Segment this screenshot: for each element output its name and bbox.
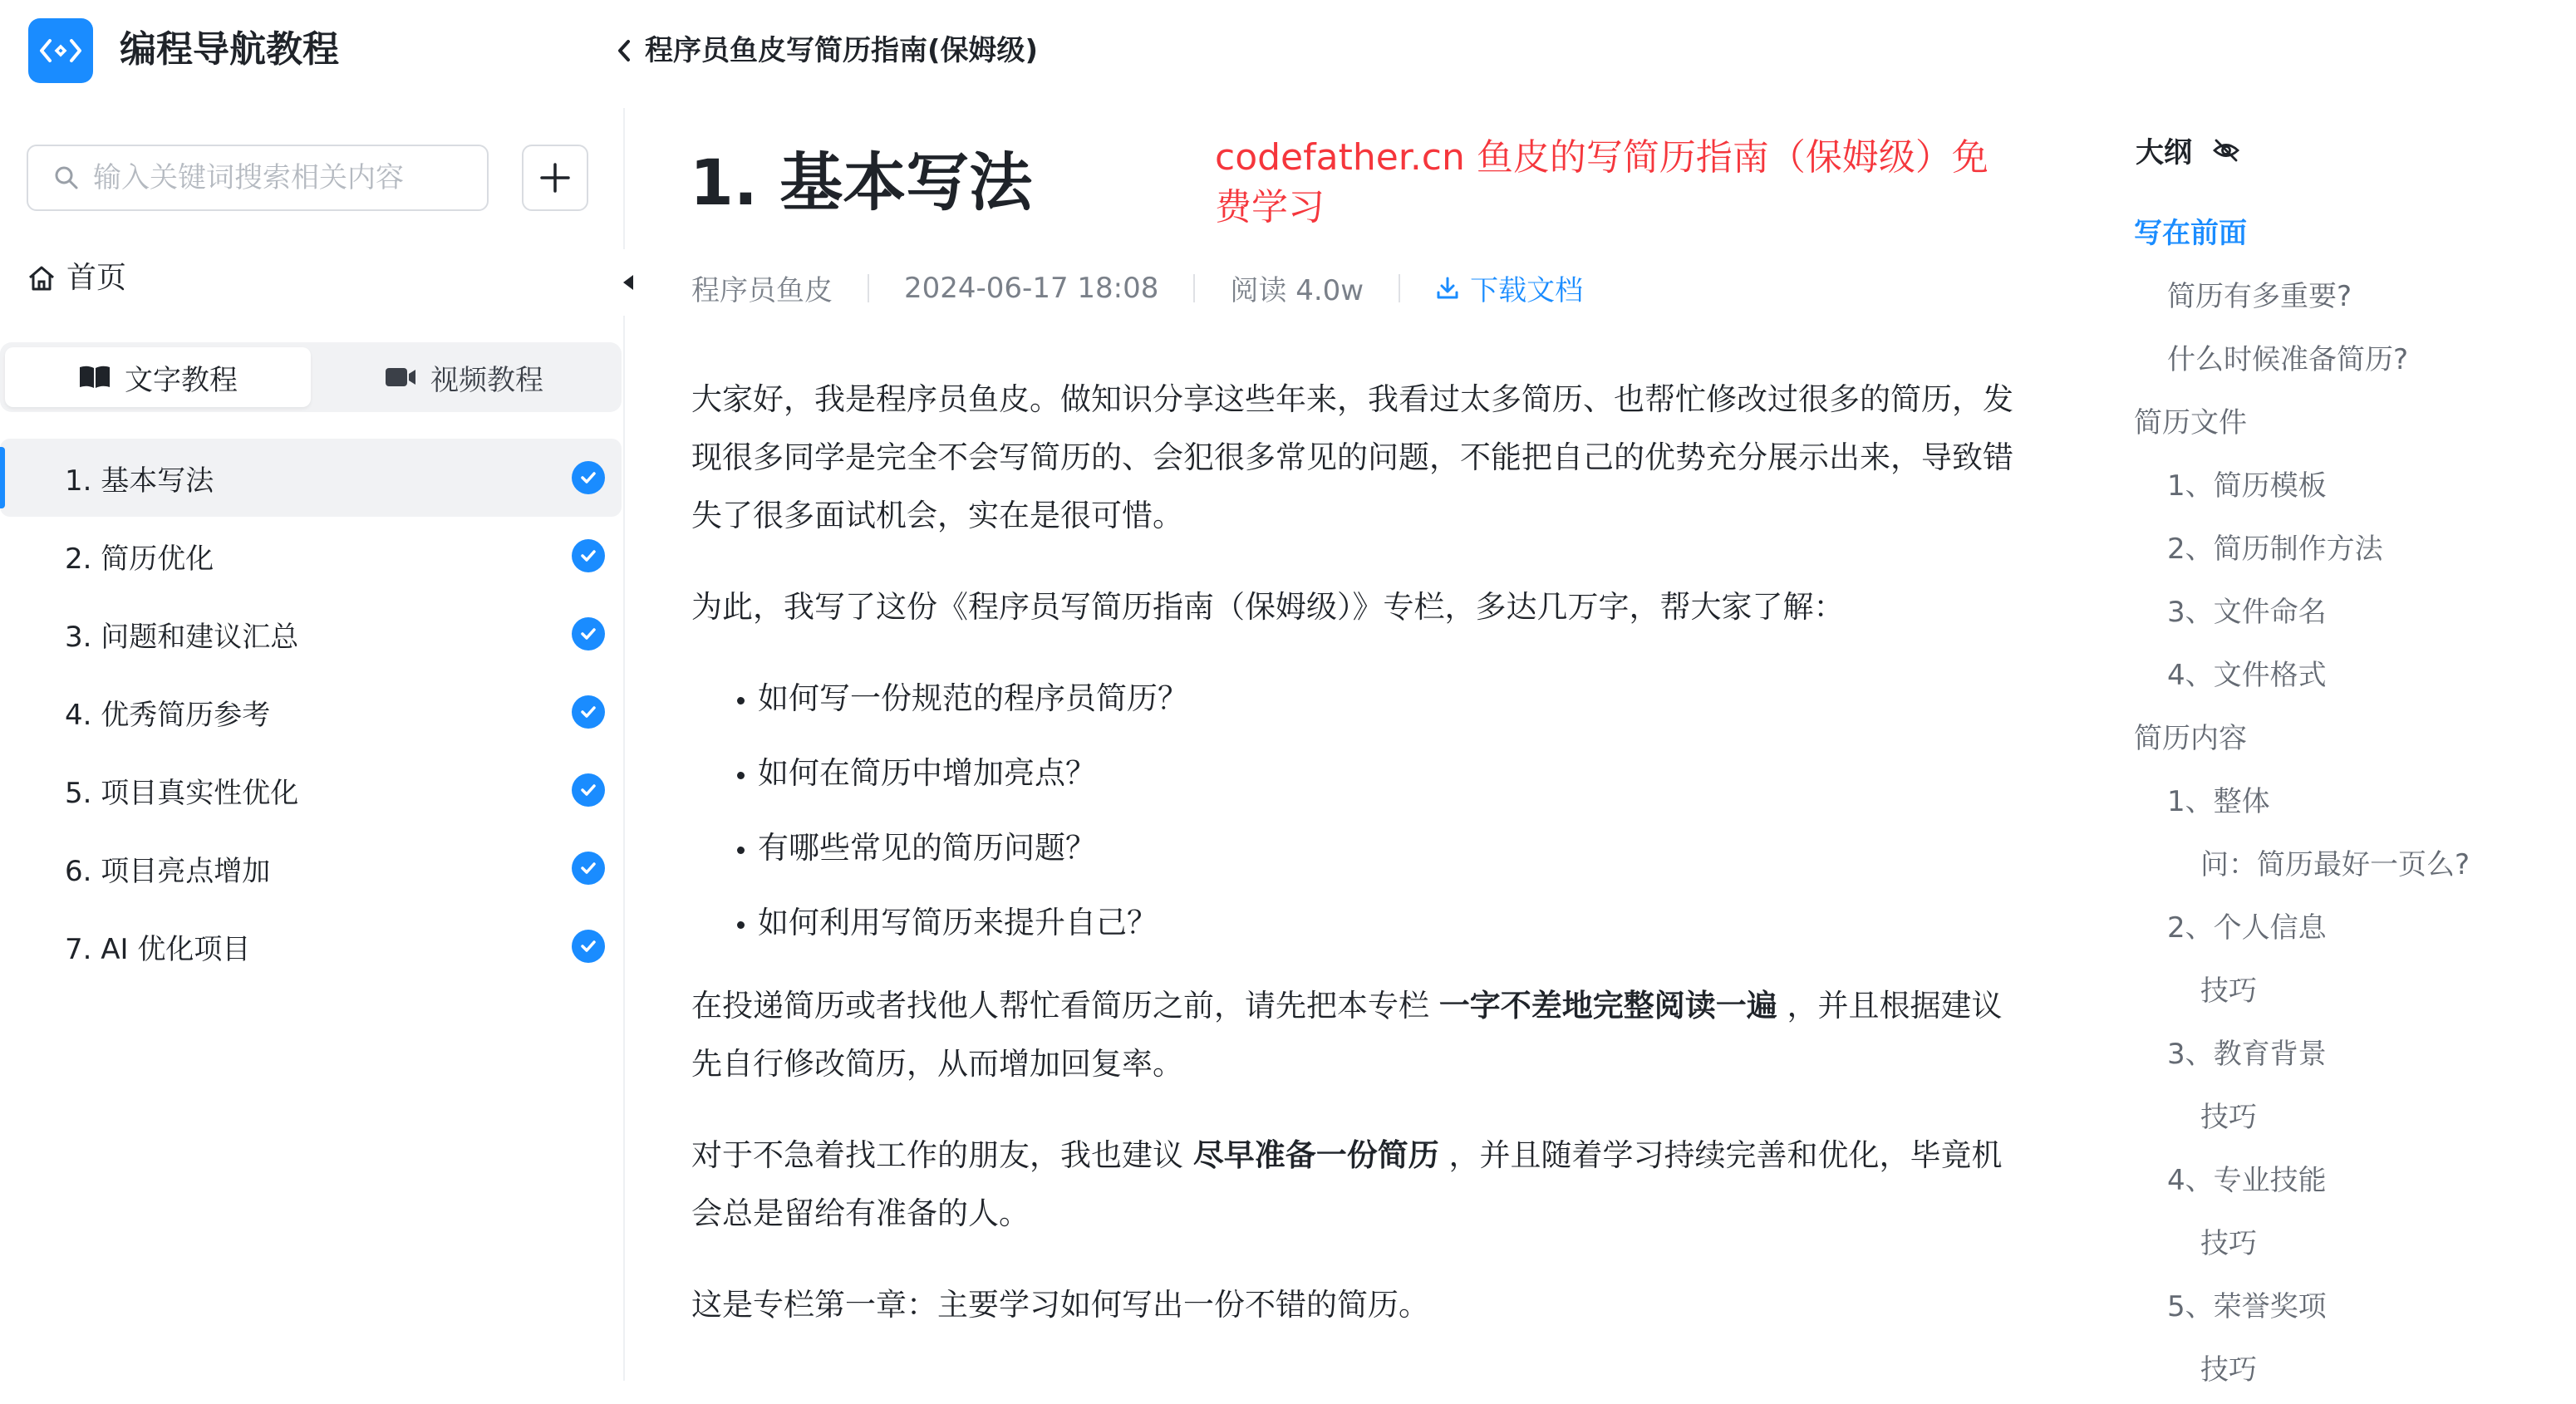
search-input[interactable] [91,160,474,195]
list-item: • 如何在简历中增加亮点？ [758,744,2029,803]
check-circle-icon [572,695,605,729]
article-title: 1. 基本写法 [690,145,1033,219]
check-circle-icon [572,773,605,807]
divider [1193,274,1195,302]
check-circle-icon [572,539,605,572]
chapter-label: 3. 问题和建议汇总 [65,620,299,654]
watermark-text: codefather.cn 鱼皮的写简历指南（保姆级）免费学习 [1215,136,1989,228]
chapter-label: 5. 项目真实性优化 [65,776,299,810]
download-icon [1435,276,1460,301]
outline-header [2136,130,2240,170]
paragraph: 大家好，我是程序员鱼皮。做知识分享这些年来，我看过太多简历、也帮忙修改过很多的简历，发现很多同学是完全不会写简历的、会犯很多常见的问题，不能把自己的优势充分展示出来，导致错失了很多面试机会，实在是很可惜。 [691,381,2013,533]
search-box[interactable] [27,145,489,211]
outline-item[interactable]: 4、文件格式 [2167,659,2327,692]
caret-left-icon [622,273,635,292]
tutorial-tabs [0,342,622,412]
home-label: 首页 [66,261,127,295]
divider [868,274,869,302]
bold-text: 尽早准备一份简历 [1192,1137,1439,1173]
read-count: 阅读 4.0w [1230,274,1364,307]
check-circle-icon [572,852,605,885]
book-icon [78,364,111,390]
list-item: • 有哪些常见的简历问题？ [758,819,2029,877]
chapter-label: 7. AI 优化项目 [65,932,251,966]
code-logo-icon [38,34,83,67]
outline-item[interactable]: 问：简历最好一页么? [2200,848,2470,881]
sidebar [0,108,625,1381]
home-link[interactable] [27,258,126,299]
chapter-item[interactable] [0,673,622,751]
bullet-list [691,670,2029,952]
outline-item[interactable]: 1、简历模板 [2167,469,2327,503]
eye-off-icon[interactable] [2212,138,2240,163]
outline-item[interactable]: 4、专业技能 [2167,1164,2327,1197]
outline-item[interactable]: 技巧 [2200,974,2257,1008]
publish-date: 2024-06-17 18:08 [904,271,1159,305]
plus-icon [538,161,572,194]
outline-item[interactable]: 3、教育背景 [2167,1038,2327,1071]
paragraph [691,1127,2029,1243]
text-span: 对于不急着找工作的朋友，我也建议 [691,1137,1183,1173]
collapse-sidebar-button[interactable] [613,249,643,316]
tab-text-tutorial[interactable] [5,347,311,407]
outline-item[interactable]: 1、整体 [2167,785,2270,818]
author[interactable]: 程序员鱼皮 [691,274,833,307]
outline-item[interactable]: 什么时候准备简历? [2167,343,2409,376]
app-logo[interactable] [28,18,93,83]
chapter-item[interactable] [0,829,622,907]
home-icon [27,263,57,293]
paragraph: 为此，我写了这份《程序员写简历指南（保姆级）》专栏，多达几万字，帮大家了解： [691,589,1845,625]
tab-label: 视频教程 [430,363,543,397]
list-item: • 如何利用写简历来提升自己？ [758,894,2029,952]
outline-item[interactable]: 简历有多重要? [2167,280,2352,313]
outline-item[interactable]: 技巧 [2200,1227,2257,1260]
list-item: • 如何写一份规范的程序员简历？ [758,670,2029,728]
chapter-item[interactable] [0,517,622,595]
search-icon [53,164,80,191]
chapter-item[interactable] [0,907,622,985]
chapter-label: 1. 基本写法 [65,464,214,498]
bold-text: 一字不差地完整阅读一遍 [1438,988,1777,1024]
check-circle-icon [572,617,605,650]
chapter-item[interactable] [0,439,622,517]
outline-item[interactable]: 5、荣誉奖项 [2167,1290,2327,1323]
outline-item[interactable]: 技巧 [2200,1353,2257,1387]
chapter-label: 2. 简历优化 [65,542,214,576]
chapter-item[interactable] [0,595,622,673]
paragraph [691,977,2029,1093]
check-circle-icon [572,461,605,494]
article-meta [691,268,1583,308]
outline-item[interactable]: 技巧 [2200,1101,2257,1134]
chapter-label: 6. 项目亮点增加 [65,854,271,888]
outline-item[interactable]: 2、简历制作方法 [2167,533,2383,566]
outline-item[interactable]: 简历内容 [2134,722,2247,755]
text-span: 在投递简历或者找他人帮忙看简历之前，请先把本专栏 [691,988,1429,1024]
tab-video-tutorial[interactable] [311,347,617,407]
add-button[interactable] [522,145,588,211]
download-label: 下载文档 [1470,274,1584,307]
tab-label: 文字教程 [125,363,238,397]
chapter-item[interactable] [0,751,622,829]
check-circle-icon [572,930,605,963]
outline-item[interactable]: 写在前面 [2134,217,2247,250]
text-span: ，并且根据建议先自行修改简历，从而增加回复率。 [691,988,2003,1082]
outline-item[interactable]: 3、文件命名 [2167,596,2327,629]
outline-item[interactable]: 2、个人信息 [2167,911,2327,945]
chevron-left-icon [615,38,633,63]
video-icon [384,365,417,390]
outline-list [2134,204,2566,1404]
text-span: ，并且随着学习持续完善和优化，毕竟机会总是留给有准备的人。 [691,1137,2003,1231]
outline-title: 大纲 [2136,136,2192,169]
chapter-label: 4. 优秀简历参考 [65,698,271,732]
back-to-course-link[interactable] [615,30,1038,71]
course-title: 程序员鱼皮写简历指南(保姆级) [645,34,1039,67]
article-content [691,371,2029,1367]
app-title: 编程导航教程 [120,28,339,71]
outline-item[interactable]: 简历文件 [2134,406,2247,439]
download-button[interactable] [1435,268,1583,308]
chapter-list [0,439,622,985]
divider [1399,274,1400,302]
paragraph: 这是专栏第一章：主要学习如何写出一份不错的简历。 [691,1287,1429,1323]
